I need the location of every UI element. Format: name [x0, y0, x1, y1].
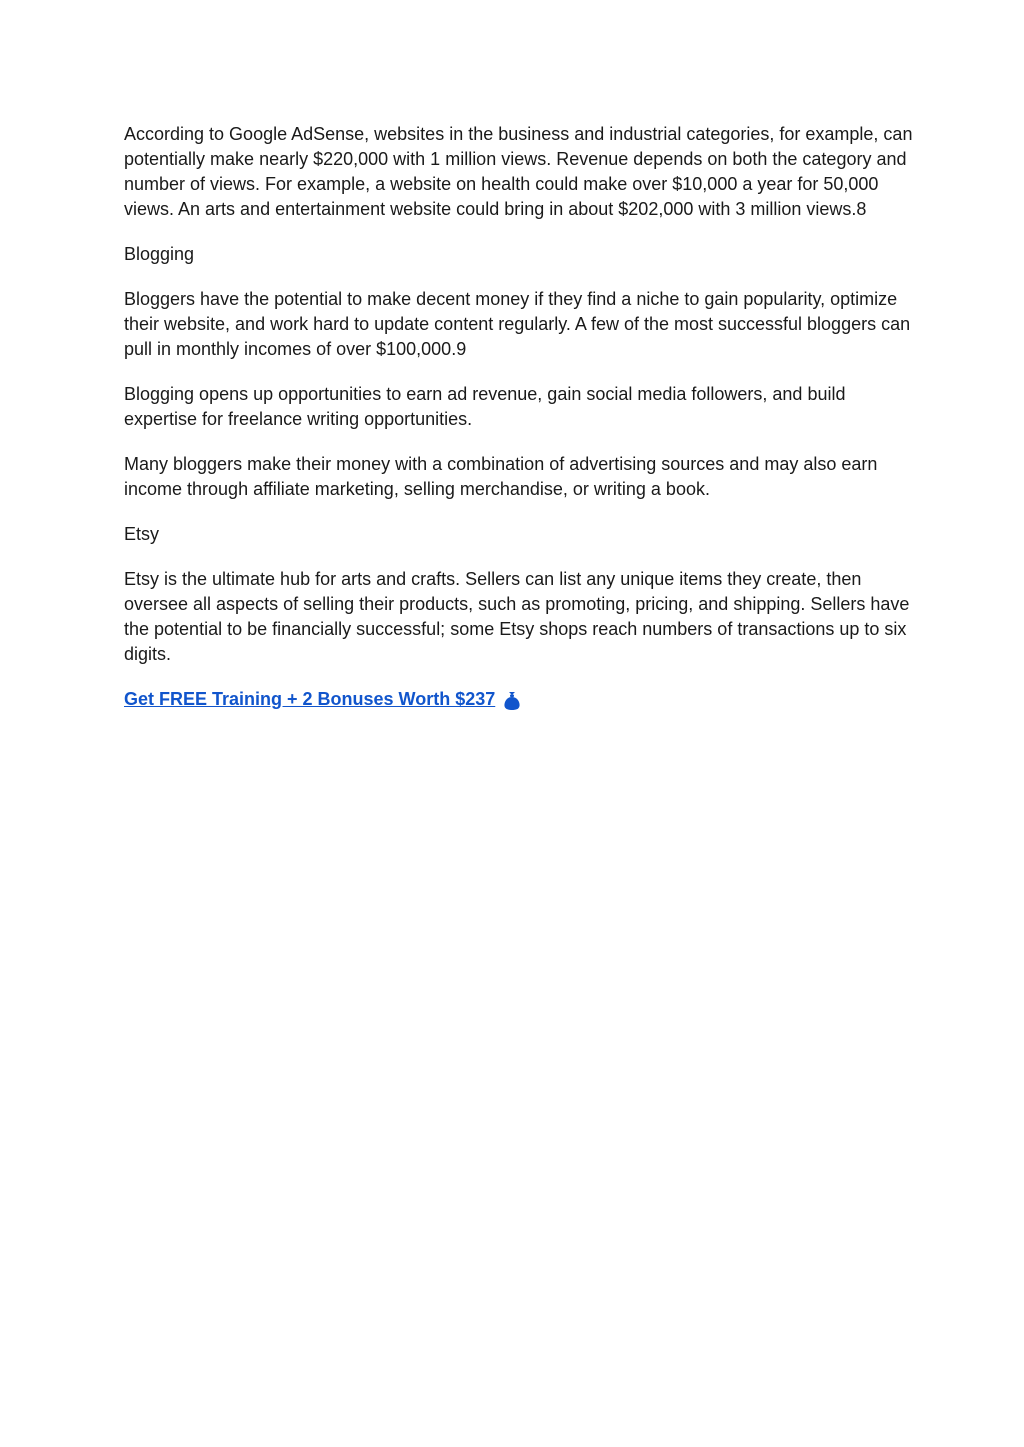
document-body: [124, 122, 914, 732]
etsy-heading: Etsy: [124, 524, 160, 544]
free-training-link-label: Get FREE Training + 2 Bonuses Worth $237: [124, 689, 496, 709]
money-bag-icon: [501, 689, 523, 711]
bloggers-potential-paragraph: Bloggers have the potential to make decent money if they find a niche to gain popularity, optimize their website, and work hard to update content regularly. A few of the most successful bloggers can pull in monthly incomes of over $100,000.9: [124, 289, 911, 359]
free-training-link[interactable]: [124, 687, 523, 712]
adsense-revenue-paragraph: According to Google AdSense, websites in the business and industrial categories, for example, can potentially make nearly $220,000 with 1 million views. Revenue depends on both the category and number of views. For example, a website on health could make over $10,000 a year for 50,000 views. An arts and entertainment website could bring in about $202,000 with 3 million views.8: [124, 124, 913, 219]
cta-line: [124, 687, 914, 712]
blogging-opportunities-paragraph: Blogging opens up opportunities to earn ad revenue, gain social media followers, and build expertise for freelance writing opportunities.: [124, 384, 846, 429]
etsy-paragraph: Etsy is the ultimate hub for arts and crafts. Sellers can list any unique items they create, then oversee all aspects of selling their products, such as promoting, pricing, and shipping. Sellers have the potential to be financially successful; some Etsy shops reach numbers of transactions up to six digits.: [124, 569, 910, 664]
blogging-heading: Blogging: [124, 244, 195, 264]
bloggers-income-paragraph: Many bloggers make their money with a combination of advertising sources and may also earn income through affiliate marketing, selling merchandise, or writing a book.: [124, 454, 878, 499]
